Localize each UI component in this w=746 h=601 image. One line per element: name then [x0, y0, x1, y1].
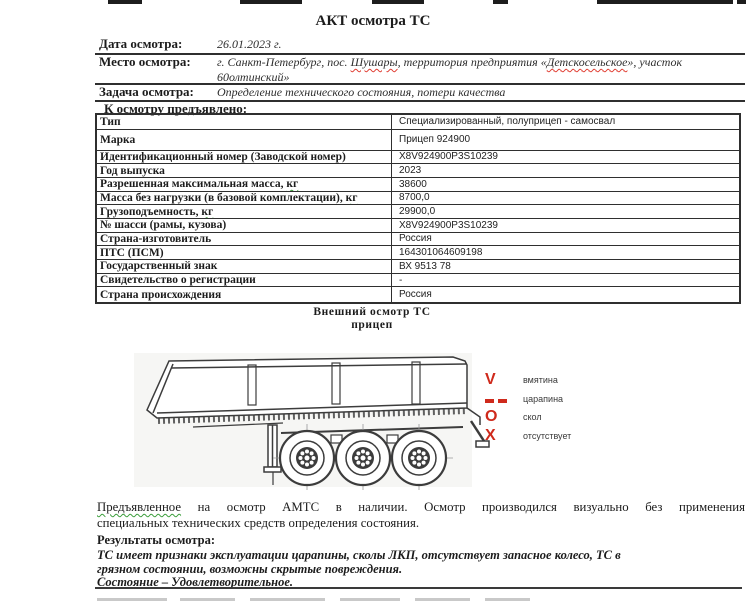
condition-status: Состояние – Удовлетворительное. — [97, 575, 293, 589]
spec-value: ВХ 9513 78 — [392, 260, 741, 274]
spec-row — [96, 218, 740, 232]
spec-row — [96, 150, 740, 164]
grammar-flagged-word: кг — [201, 205, 214, 218]
place-label: Место осмотра: — [99, 54, 191, 69]
spec-label: Страна-изготовитель — [96, 232, 392, 246]
spec-row — [96, 177, 740, 191]
legend-item — [485, 427, 625, 446]
damage-legend — [485, 371, 625, 445]
misspelled-word: Шушары — [350, 55, 398, 69]
spec-label: Идентификационный номер (Заводской номер) — [96, 150, 392, 164]
header-row-date — [95, 36, 745, 55]
spec-row — [96, 287, 740, 303]
spec-value: 38600 — [392, 177, 741, 191]
spec-value: 2023 — [392, 164, 741, 178]
inspection-heading — [252, 306, 492, 332]
spec-label: Тип — [96, 114, 392, 129]
cropped-text-fragment-top — [108, 0, 142, 4]
spec-value: 164301064609198 — [392, 246, 741, 260]
spec-label: Масса без нагрузки (в базовой комплектации), кг — [96, 191, 392, 205]
spec-value: X8V924900P3S10239 — [392, 218, 741, 232]
place-value-line2: 60олтинский» — [217, 70, 290, 84]
task-value: Определение технического состояния, потери качества — [217, 85, 506, 99]
header-row-place — [95, 54, 745, 85]
trailer-drawing — [133, 351, 490, 491]
grammar-flagged-word: Предъявленное — [97, 500, 182, 514]
spec-label: Разрешенная максимальная масса, кг — [96, 177, 392, 191]
date-label: Дата осмотра: — [99, 36, 183, 51]
spec-row — [96, 164, 740, 178]
spec-row — [96, 205, 740, 219]
spec-value: Россия — [392, 287, 741, 303]
legend-label: царапина — [523, 393, 564, 404]
spec-table — [95, 113, 741, 304]
availability-paragraph-line2: специальных технических средств определения состояния. — [97, 516, 420, 530]
legend-label: отсутствует — [523, 430, 572, 441]
task-label: Задача осмотра: — [99, 84, 194, 99]
spec-label: Год выпуска — [96, 164, 392, 178]
spec-value: - — [392, 273, 741, 287]
spec-label: Грузоподъемность, кг — [96, 205, 392, 219]
cropped-text-fragment-top — [240, 0, 302, 4]
legend-symbol-O: O — [485, 408, 498, 426]
spec-label: Страна происхождения — [96, 287, 392, 303]
grammar-flagged-word: кг — [345, 191, 358, 204]
page-title: АКТ осмотра ТС — [315, 13, 431, 29]
spec-label: Государственный знак — [96, 260, 392, 274]
spec-table-body — [96, 114, 740, 303]
spec-row — [96, 260, 740, 274]
legend-item — [485, 408, 625, 427]
header-row-task — [95, 84, 745, 102]
date-value: 26.01.2023 г. — [217, 37, 282, 51]
grammar-flagged-word: кг — [286, 178, 299, 191]
inspection-heading-line1: Внешний осмотр ТС — [313, 306, 431, 318]
inspection-heading-line2: прицеп — [351, 319, 393, 331]
spec-label: № шасси (рамы, кузова) — [96, 218, 392, 232]
cropped-text-fragment-top — [372, 0, 424, 4]
legend-symbol-V: V — [485, 371, 496, 389]
spec-label: Марка — [96, 129, 392, 150]
section-label: К осмотру предъявлено: — [104, 101, 248, 116]
legend-item — [485, 371, 625, 390]
spec-value: 29900,0 — [392, 205, 741, 219]
horizontal-rule — [95, 587, 742, 589]
spec-row — [96, 273, 740, 287]
legend-label: вмятина — [523, 375, 558, 386]
cropped-text-fragment-top — [737, 0, 746, 4]
spec-row — [96, 246, 740, 260]
spec-value: Прицеп 924900 — [392, 129, 741, 150]
misspelled-word: Детскосельское — [546, 55, 628, 69]
cropped-text-fragment-top — [597, 0, 733, 4]
availability-paragraph-line1: Предъявленное на осмотр АМТС в наличии. Осмотр производился визуально без применения — [97, 500, 745, 514]
spec-row — [96, 232, 740, 246]
legend-label: скол — [523, 412, 542, 423]
spec-value: Специализированный, полуприцеп - самосвал — [392, 114, 741, 129]
spec-label: ПТС (ПСМ) — [96, 246, 392, 260]
spec-row — [96, 114, 740, 129]
spec-row — [96, 129, 740, 150]
cropped-text-fragment-top — [493, 0, 508, 4]
spec-value: X8V924900P3S10239 — [392, 150, 741, 164]
results-line1: ТС имеет признаки эксплуатации царапины, сколы ЛКП, отсутствует запасное колесо, ТС в — [97, 548, 621, 562]
results-line2: грязном состоянии, возможны скрытые повреждения. — [97, 562, 403, 576]
results-heading: Результаты осмотра: — [97, 533, 215, 547]
spec-value: Россия — [392, 232, 741, 246]
legend-item — [485, 390, 625, 409]
spec-label: Свидетельство о регистрации — [96, 273, 392, 287]
spec-row — [96, 191, 740, 205]
place-value: г. Санкт-Петербург, пос. Шушары, территория предприятия «Детскосельское», участок 60олтинский» — [217, 55, 683, 84]
spec-value: 8700,0 — [392, 191, 741, 205]
scratch-dash-icon — [485, 391, 523, 407]
legend-symbol-X: X — [485, 426, 496, 444]
